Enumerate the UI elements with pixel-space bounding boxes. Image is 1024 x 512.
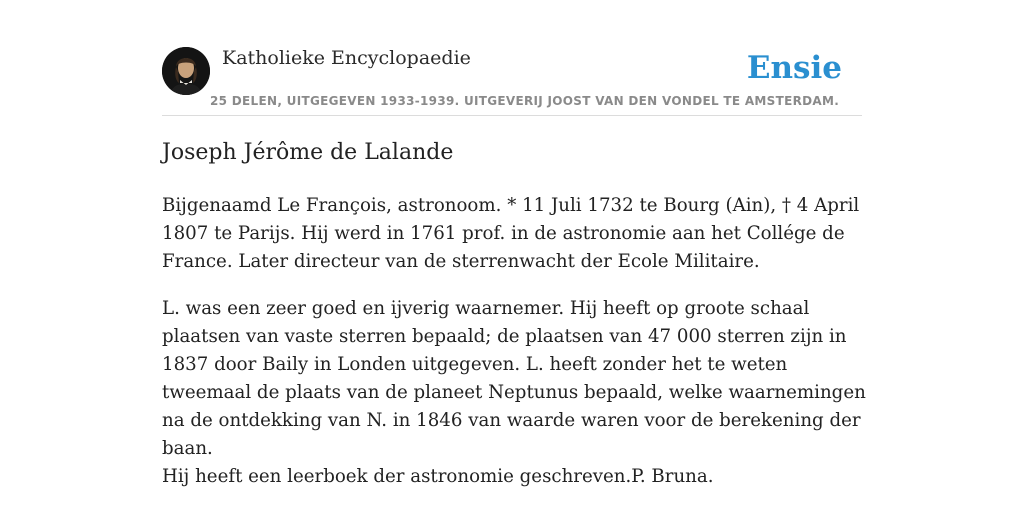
article-title: Joseph Jérôme de Lalande (162, 140, 454, 165)
portrait-icon (162, 47, 210, 95)
portrait-avatar[interactable] (162, 47, 210, 95)
article-paragraph: L. was een zeer goed en ijverig waarnemer. Hij heeft op groote schaal plaatsen van vaste sterren bepaald; de plaatsen van 47 000 sterren zijn in 1837 door Baily in Londen uitgegeven. L. heeft zonder het te weten tweemaal de plaats van de planeet Neptunus bepaald, welke waarnemingen na de ontdekking van N. in 1846 van waarde waren voor de berekening der baan. (162, 298, 866, 459)
brand-logo-link[interactable]: Ensie (746, 50, 842, 86)
source-title[interactable]: Katholieke Encyclopaedie (222, 47, 471, 69)
source-subtitle: 25 DELEN, UITGEGEVEN 1933-1939. UITGEVERIJ JOOST VAN DEN VONDEL TE AMSTERDAM. (210, 94, 840, 108)
article-paragraph: Bijgenaamd Le François, astronoom. * 11 Juli 1732 te Bourg (Ain), † 4 April 1807 te Parijs. Hij werd in 1761 prof. in de astronomie aan het Collége de France. Later directeur van de sterrenwacht der Ecole Militaire. (162, 195, 860, 272)
source-header (162, 40, 862, 116)
article-paragraph: Hij heeft een leerboek der astronomie geschreven.P. Bruna. (162, 466, 714, 487)
